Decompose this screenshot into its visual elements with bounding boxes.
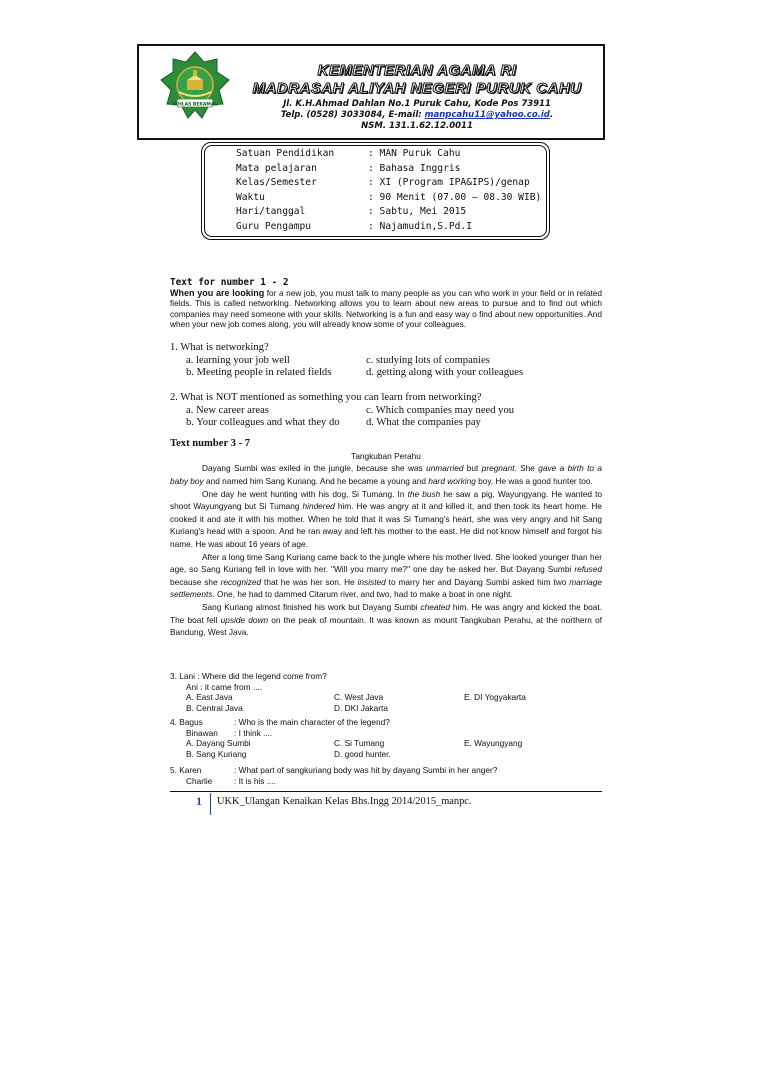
footer-divider (210, 793, 211, 815)
option-3a[interactable]: A. East Java (186, 692, 233, 703)
email-link[interactable]: manpcahu11@yahoo.co.id (424, 110, 550, 120)
option-3b[interactable]: B. Central Java (186, 702, 243, 713)
identity-row: Mata pelajaran : Bahasa Inggris (236, 162, 461, 174)
text-1-2-passage: When you are looking for a new job, you must talk to many people as you can who work in your field or in related fields. This is called networking. Networking allows you to learn about new areas to pursue and to find out which companies may need someone with your skills. Networking is a fun and easy way o find about new opportunities. And when your new job comes along, you will already know some of your colleagues. (170, 288, 602, 330)
option-3c[interactable]: C. West Java (334, 692, 384, 703)
identity-table (236, 147, 541, 234)
question-5-speaker: 5. Karen (170, 765, 202, 775)
option-1a[interactable]: a. learning your job well (186, 354, 290, 366)
option-1b[interactable]: b. Meeting people in related fields (186, 367, 332, 379)
question-5-reply-speaker: Charlie (186, 775, 213, 786)
legend-paragraph-4 (170, 601, 602, 639)
identity-row: Guru Pengampu : Najamudin,S.Pd.I (236, 220, 472, 232)
option-2a[interactable]: a. New career areas (186, 404, 269, 416)
question-4 (170, 717, 602, 759)
school-nsm: NSM. 131.1.62.12.0011 (361, 121, 473, 131)
footer-text: UKK_Ulangan Kenaikan Kelas Bhs.Ingg 2014/2015_manpc. (217, 796, 472, 807)
option-3d[interactable]: D. DKI Jakarta (334, 702, 388, 713)
option-2c[interactable]: c. Which companies may need you (366, 404, 515, 416)
text-1-2-heading: Text for number 1 - 2 (170, 277, 289, 288)
question-4-text: : Who is the main character of the legend? (234, 717, 390, 727)
legend-p3-segment: because she (170, 576, 221, 587)
legend-p2-segment: hindered (302, 501, 335, 512)
identity-row: Satuan Pendidikan : MAN Puruk Cahu (236, 148, 461, 159)
legend-p3-segment: . One, he had to dammed Citarum river, and two, had to make a boat in one night. (212, 589, 513, 600)
legend-p4-segment: on the peak of mountain. It was known as mount Tangkuban Perahu, at the northern of Bandung, West Java. (170, 614, 602, 638)
legend-p1-segment: hard working (428, 476, 476, 486)
letterhead-text (232, 62, 602, 132)
legend-p4-segment: cheated (420, 601, 451, 612)
identity-row: Kelas/Semester : XI (Program IPA&IPS)/genap (236, 177, 530, 188)
legend-p1-segment: and named him Sang Kuriang. And he became a young and (203, 476, 429, 486)
legend-p4-segment: him. He was angry and kicked the boat. The boat fell (170, 601, 602, 625)
legend-paragraph-3 (170, 551, 602, 601)
logo-motto: IKHLAS BERAMAL (172, 102, 218, 108)
question-4-speaker: 4. Bagus (170, 717, 203, 727)
legend-p1-segment: Dayang Sumbi was exiled in the jungle, because she was (202, 463, 427, 474)
question-2-text: 2. What is NOT mentioned as something you can learn from networking? (170, 392, 482, 403)
question-3 (170, 671, 602, 713)
text-3-7-section (170, 438, 602, 639)
question-1-text: 1. What is networking? (170, 342, 269, 353)
question-4-reply-speaker: Binawan (186, 727, 218, 738)
legend-p2-segment: him. He was angry at it and killed it, and then took its heart home. He cooked it and ate it with his mother. When he told that it was Si Tumang's heart, she was very angry and hit Sang Kuriang's head with a spoon. And he ran away and left his mother to the east. He did not know himself and forgot his name. He was about 16 years of age. (170, 501, 602, 549)
option-3e[interactable]: E. DI Yogyakarta (464, 692, 526, 703)
page-number: 1 (196, 794, 202, 808)
identity-row: Hari/tanggal : Sabtu, Mei 2015 (236, 206, 467, 217)
footer-rule (170, 791, 602, 792)
question-1 (170, 342, 602, 380)
question-3-reply: Ani : it came from .... (186, 681, 263, 692)
legend-p4-segment: upside down (220, 614, 269, 625)
ministry-name: KEMENTERIAN AGAMA RI (317, 62, 517, 79)
legend-p2-segment: he saw a pig, Wayungyang. He wanted to shoot Wayungyang but Si Tumang (170, 488, 603, 512)
legend-p3-segment: insisted (357, 576, 386, 587)
legend-p3-segment: After a long time Sang Kuriang came back to the jungle where his mother lived. She looked younger than her age, so Sang Kuriang fell in love with her. "Will you marry me?" one day he asked her. But Dayang Sumbi (170, 551, 602, 575)
question-4-reply: : I think .... (234, 727, 273, 738)
question-5 (170, 765, 602, 786)
option-1d[interactable]: d. getting along with your colleagues (366, 367, 524, 379)
option-1c[interactable]: c. studying lots of companies (366, 354, 490, 366)
legend-p3-segment: to marry her and Dayang Sumbi asked him two (385, 576, 570, 587)
option-4c[interactable]: C. Si Tumang (334, 738, 385, 749)
legend-p3-segment: marriage settlements (170, 576, 603, 600)
option-4d[interactable]: D. good hunter. (334, 748, 391, 759)
legend-p3-segment: recognized (220, 576, 262, 587)
text-3-7-heading: Text number 3 - 7 (170, 438, 251, 449)
question-5-reply: : It is his .... (234, 775, 276, 786)
ministry-logo-icon (157, 50, 233, 122)
legend-paragraph-2 (170, 488, 602, 551)
text-1-2-section (170, 277, 602, 330)
question-5-text: : What part of sangkuriang body was hit by dayang Sumbi in her anger? (234, 765, 498, 775)
school-name: MADRASAH ALIYAH NEGERI PURUK CAHU (252, 80, 582, 97)
legend-p1-segment: unmarried (426, 463, 464, 474)
question-2 (170, 392, 602, 430)
legend-p3-segment: refused (574, 564, 602, 575)
legend-p1-segment: but (463, 463, 482, 474)
legend-p2-segment: the bush (407, 488, 441, 499)
option-4a[interactable]: A. Dayang Sumbi (186, 738, 251, 749)
legend-p1-segment: pregnant (481, 463, 515, 474)
legend-p2-segment: One day he went hunting with his dog, Si Tumang. In (202, 488, 408, 499)
school-contact: Telp. (0528) 3033084, E-mail: manpcahu11@yahoo.co.id. (280, 110, 554, 120)
option-2d[interactable]: d. What the companies pay (366, 417, 481, 429)
legend-p3-segment: that he was her son. He (261, 576, 358, 587)
option-4e[interactable]: E. Wayungyang (464, 738, 523, 749)
legend-p1-segment: boy. He was a good hunter too. (475, 476, 593, 486)
school-address: Jl. K.H.Ahmad Dahlan No.1 Puruk Cahu, Kode Pos 73911 (283, 99, 551, 109)
legend-title: Tangkuban Perahu (351, 451, 421, 461)
identity-row: Waktu : 90 Menit (07.00 – 08.30 WIB) (236, 191, 542, 203)
question-3-text: 3. Lani : Where did the legend come from? (170, 671, 327, 681)
option-2b[interactable]: b. Your colleagues and what they do (186, 417, 340, 429)
option-4b[interactable]: B. Sang Kuriang (186, 748, 247, 759)
legend-paragraph-1 (170, 462, 602, 487)
legend-p1-segment: . She (514, 463, 539, 474)
legend-p4-segment: Sang Kuriang almost finished his work but Dayang Sumbi (202, 601, 421, 612)
legend-p1-segment: gave a birth to a baby boy (170, 463, 602, 486)
